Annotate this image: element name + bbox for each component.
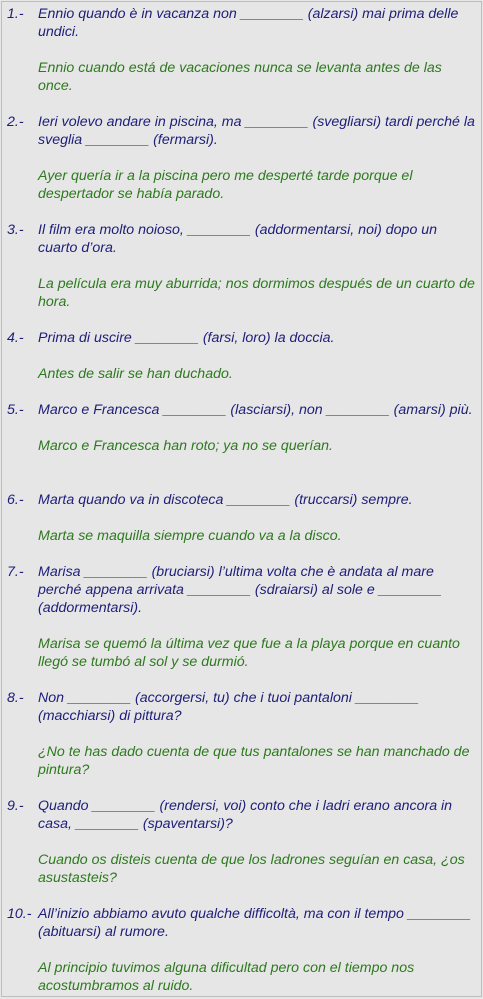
exercise-item-9 xyxy=(7,797,479,887)
item-number: 3.- xyxy=(7,222,24,238)
italian-sentence: Marta quando va in discoteca ________ (truccarsi) sempre. xyxy=(38,492,413,508)
spanish-translation: Ennio cuando está de vacaciones nunca se levanta antes de las once. xyxy=(38,60,442,94)
exercise-item-7 xyxy=(7,563,479,671)
spanish-translation: ¿No te has dado cuenta de que tus pantalones se han manchado de pintura? xyxy=(38,744,470,778)
exercise-item-6 xyxy=(7,491,479,545)
exercise-item-1 xyxy=(7,5,479,95)
italian-sentence: All’inizio abbiamo avuto qualche difficoltà, ma con il tempo ________ (abituarsi) al rumore. xyxy=(38,906,471,940)
spanish-translation: Al principio tuvimos alguna dificultad pero con el tiempo nos acostumbramos al ruido. xyxy=(38,960,415,994)
spanish-translation: Marisa se quemó la última vez que fue a la playa porque en cuanto llegó se tumbó al sol y se durmió. xyxy=(38,636,460,670)
exercise-item-3 xyxy=(7,221,479,311)
exercise-item-10 xyxy=(7,905,479,995)
spanish-translation: Marta se maquilla siempre cuando va a la disco. xyxy=(38,528,342,544)
exercise-item-4 xyxy=(7,329,479,383)
spanish-translation: Cuando os disteis cuenta de que los ladrones seguían en casa, ¿os asustasteis? xyxy=(38,852,465,886)
item-number: 9.- xyxy=(7,798,24,814)
item-number: 2.- xyxy=(7,114,24,130)
spanish-translation: Marco e Francesca han roto; ya no se querían. xyxy=(38,438,333,454)
exercise-item-2 xyxy=(7,113,479,203)
item-number: 8.- xyxy=(7,690,24,706)
item-number: 6.- xyxy=(7,492,24,508)
item-number: 1.- xyxy=(7,6,24,22)
exercise-item-5 xyxy=(7,401,479,455)
italian-sentence: Prima di uscire ________ (farsi, loro) la doccia. xyxy=(38,330,335,346)
exercise-item-8 xyxy=(7,689,479,779)
item-number: 5.- xyxy=(7,402,24,418)
italian-sentence: Il film era molto noioso, ________ (addormentarsi, noi) dopo un cuarto d’ora. xyxy=(38,222,438,256)
spanish-translation: La película era muy aburrida; nos dormimos después de un cuarto de hora. xyxy=(38,276,475,310)
spanish-translation: Ayer quería ir a la piscina pero me desperté tarde porque el despertador se había parado. xyxy=(38,168,413,202)
italian-sentence: Marisa ________ (bruciarsi) l’ultima volta che è andata al mare perché appena arrivata ________ (sdraiarsi) al sole e ________ (addormentarsi). xyxy=(38,564,442,616)
item-number: 10.- xyxy=(7,906,32,922)
italian-sentence: Quando ________ (rendersi, voi) conto che i ladri erano ancora in casa, ________ (spaventarsi)? xyxy=(38,798,453,832)
item-number: 4.- xyxy=(7,330,24,346)
italian-sentence: Ennio quando è in vacanza non ________ (alzarsi) mai prima delle undici. xyxy=(38,6,459,40)
item-number: 7.- xyxy=(7,564,24,580)
exercise-sheet xyxy=(1,1,482,997)
spanish-translation: Antes de salir se han duchado. xyxy=(38,366,233,382)
italian-sentence: Non ________ (accorgersi, tu) che i tuoi pantaloni ________ (macchiarsi) di pittura? xyxy=(38,690,419,724)
italian-sentence: Ieri volevo andare in piscina, ma ________ (svegliarsi) tardi perché la sveglia ________ (fermarsi). xyxy=(38,114,475,148)
italian-sentence: Marco e Francesca ________ (lasciarsi), non ________ (amarsi) più. xyxy=(38,402,473,418)
